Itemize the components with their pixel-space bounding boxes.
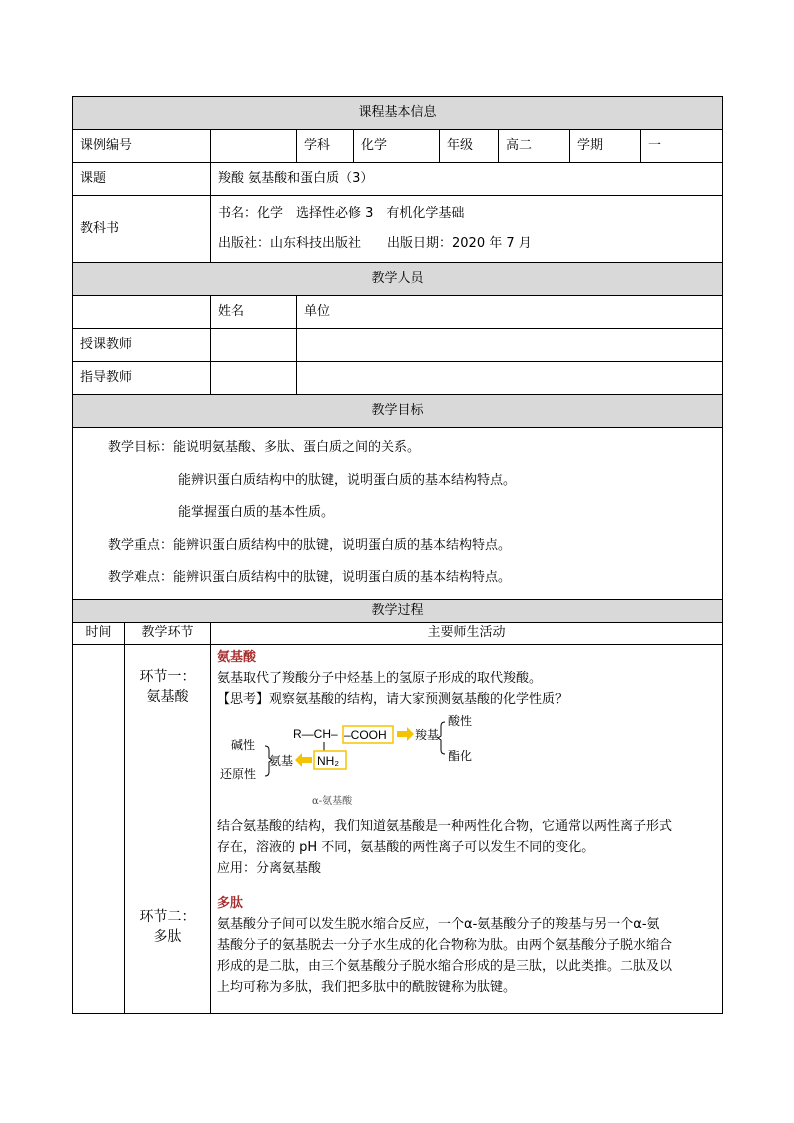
peptide-line-1: 氨基酸分子间可以发生脱水缩合反应，一个α-氨基酸分子的羧基与另一个α-氨 — [217, 916, 660, 932]
phase-2-name: 多肽 — [153, 928, 182, 945]
diagram-r-ch: R—CH– — [293, 726, 338, 741]
difficulty-line: 教学难点：能辨识蛋白质结构中的肽键，说明蛋白质的基本结构特点。 — [108, 570, 512, 586]
key-point-line: 教学重点：能辨识蛋白质结构中的肽键，说明蛋白质的基本结构特点。 — [108, 537, 512, 553]
subject-label: 学科 — [297, 130, 354, 163]
section-process: 教学过程 — [73, 599, 723, 622]
diagram-amino: 氨基 — [269, 753, 294, 768]
phase-2-label: 环节二： — [139, 908, 196, 925]
staff-corner — [73, 296, 211, 329]
diagram-esterify: 酯化 — [448, 748, 473, 763]
textbook-label: 教科书 — [73, 196, 211, 263]
goal-line-3: 能掌握蛋白质的基本性质。 — [178, 505, 335, 521]
col-activity-header: 主要师生活动 — [211, 622, 723, 644]
peptide-title: 多肽 — [217, 895, 244, 911]
diagram-reducing: 还原性 — [220, 766, 257, 781]
lesson-plan-table — [72, 96, 723, 1014]
staff-name-teacher — [211, 329, 297, 362]
application-line: 应用：分离氨基酸 — [217, 860, 322, 876]
goals-content — [73, 428, 723, 600]
term-value: 一 — [641, 130, 723, 163]
carboxyl-brace-icon — [438, 722, 445, 754]
case-no-value — [211, 130, 297, 163]
amino-acid-title: 氨基酸 — [217, 649, 257, 665]
staff-name-header: 姓名 — [211, 296, 297, 329]
textbook-line-1: 书名：化学 选择性必修 3 有机化学基础 — [218, 206, 465, 221]
goal-line-2: 能辨识蛋白质结构中的肽键，说明蛋白质的基本结构特点。 — [178, 472, 517, 488]
staff-role-advisor: 指导教师 — [73, 362, 211, 395]
staff-role-teacher: 授课教师 — [73, 329, 211, 362]
amino-acid-structure-diagram — [217, 712, 507, 812]
grade-value: 高二 — [499, 130, 570, 163]
peptide-line-3: 形成的是二肽，由三个氨基酸分子脱水缩合形成的是三肽，以此类推。二肽及以 — [217, 958, 673, 974]
col-time-header: 时间 — [73, 622, 125, 644]
diagram-alpha-label: α-氨基酸 — [312, 795, 353, 807]
process-activity-cell — [211, 644, 723, 1013]
amphoteric-line-2: 存在，溶液的 pH 不同，氨基酸的两性离子可以发生不同的变化。 — [217, 839, 595, 855]
topic-value: 羧酸 氨基酸和蛋白质（3） — [211, 163, 723, 196]
subject-value: 化学 — [354, 130, 440, 163]
lesson-plan-document — [72, 96, 722, 1014]
diagram-cooh: –COOH — [344, 727, 387, 742]
diagram-acidic: 酸性 — [448, 713, 473, 728]
grade-label: 年级 — [440, 130, 499, 163]
section-staff: 教学人员 — [73, 263, 723, 296]
process-time-cell — [73, 644, 125, 1013]
amphoteric-line-1: 结合氨基酸的结构，我们知道氨基酸是一种两性化合物，它通常以两性离子形式 — [217, 818, 673, 834]
phase-1 — [125, 667, 210, 707]
textbook-value — [211, 196, 723, 263]
carboxyl-arrow-icon — [397, 727, 414, 741]
section-goals: 教学目标 — [73, 395, 723, 428]
think-question: 【思考】观察氨基酸的结构，请大家预测氨基酸的化学性质？ — [217, 691, 569, 707]
phase-1-name: 氨基酸 — [146, 688, 189, 705]
diagram-carboxyl: 羧基 — [415, 727, 440, 742]
term-label: 学期 — [570, 130, 641, 163]
col-phase-header: 教学环节 — [125, 622, 211, 644]
staff-unit-header: 单位 — [297, 296, 723, 329]
topic-label: 课题 — [73, 163, 211, 196]
amino-arrow-icon — [295, 753, 312, 767]
amino-acid-definition: 氨基取代了羧酸分子中烃基上的氢原子形成的取代羧酸。 — [217, 670, 543, 686]
textbook-line-2: 出版社：山东科技出版社 出版日期：2020 年 7 月 — [218, 236, 532, 251]
staff-unit-advisor — [297, 362, 723, 395]
diagram-basic: 碱性 — [231, 737, 256, 752]
process-phase-cell — [125, 644, 211, 1013]
goal-line-1: 教学目标：能说明氨基酸、多肽、蛋白质之间的关系。 — [108, 440, 421, 455]
phase-2 — [125, 907, 210, 947]
peptide-line-4: 上均可称为多肽，我们把多肽中的酰胺键称为肽键。 — [217, 979, 517, 995]
staff-unit-teacher — [297, 329, 723, 362]
staff-name-advisor — [211, 362, 297, 395]
case-no-label: 课例编号 — [73, 130, 211, 163]
section-basic-info: 课程基本信息 — [73, 97, 723, 130]
peptide-line-2: 基酸分子的氨基脱去一分子水生成的化合物称为肽。由两个氨基酸分子脱水缩合 — [217, 937, 673, 953]
phase-1-label: 环节一： — [139, 668, 196, 685]
diagram-nh2: NH₂ — [317, 753, 339, 768]
